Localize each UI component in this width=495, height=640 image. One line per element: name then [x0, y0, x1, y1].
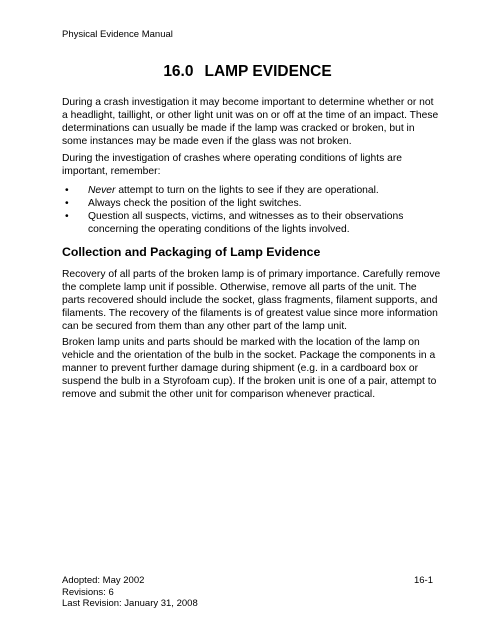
packaging-paragraph	[62, 336, 442, 401]
running-header: Physical Evidence Manual	[62, 29, 173, 40]
footer-revisions: Revisions: 6	[62, 586, 114, 598]
bullet-dot-icon: •	[65, 198, 69, 209]
section-title	[0, 63, 495, 81]
bullet-dot-icon: •	[65, 211, 69, 222]
bullet-list	[62, 184, 442, 236]
intro-text: During a crash investigation it may become important to determine whether or not a headlight, taillight, or other light unit was on or off at the time of an impact. These determinations can usually be made if the lamp was cracked or broken, but in some instances may be made even if the glass was not broken.	[62, 97, 439, 147]
bullet-item	[62, 184, 442, 197]
remember-text: During the investigation of crashes where operating conditions of lights are important, remember:	[62, 153, 402, 177]
recovery-text: Recovery of all parts of the broken lamp is of primary importance. Carefully remove the complete lamp unit if possible. Otherwise, remove all parts of the unit. The parts recovered should include the socket, glass fragments, filament supports, and filaments. The recovery of the filaments is of greatest value since more information can be secured from them than any other part of the lamp unit.	[62, 269, 441, 332]
packaging-text: Broken lamp units and parts should be marked with the location of the lamp on vehicle and the orientation of the bulb in the socket. Package the components in a manner to prevent further damage during shipment (e.g. in a cardboard box or suspend the bulb in a Styrofoam cup). If the broken unit is one of a pair, attempt to remove and submit the other unit for comparison whenever practical.	[62, 337, 437, 400]
section-title-text: LAMP EVIDENCE	[204, 63, 332, 80]
remember-paragraph	[62, 152, 442, 178]
subsection-heading: Collection and Packaging of Lamp Evidence	[62, 245, 321, 259]
intro-paragraph	[62, 96, 442, 148]
bullet-dot-icon: •	[65, 185, 69, 196]
bullet-item	[62, 210, 442, 236]
footer-info	[62, 575, 198, 610]
bullet-text: Question all suspects, victims, and witnesses as to their observations concerning the operating conditions of the lights involved.	[88, 211, 404, 235]
bullet-text: Always check the position of the light switches.	[88, 198, 302, 209]
bullet-emphasis: Never	[88, 185, 116, 196]
bullet-item	[62, 197, 442, 210]
page-number: 16-1	[413, 575, 433, 586]
bullet-text: attempt to turn on the lights to see if they are operational.	[115, 185, 379, 196]
section-number: 16.0	[163, 63, 194, 80]
recovery-paragraph	[62, 268, 442, 333]
footer-last-revision: Last Revision: January 31, 2008	[62, 598, 198, 609]
footer-adopted: Adopted: May 2002	[62, 575, 145, 586]
